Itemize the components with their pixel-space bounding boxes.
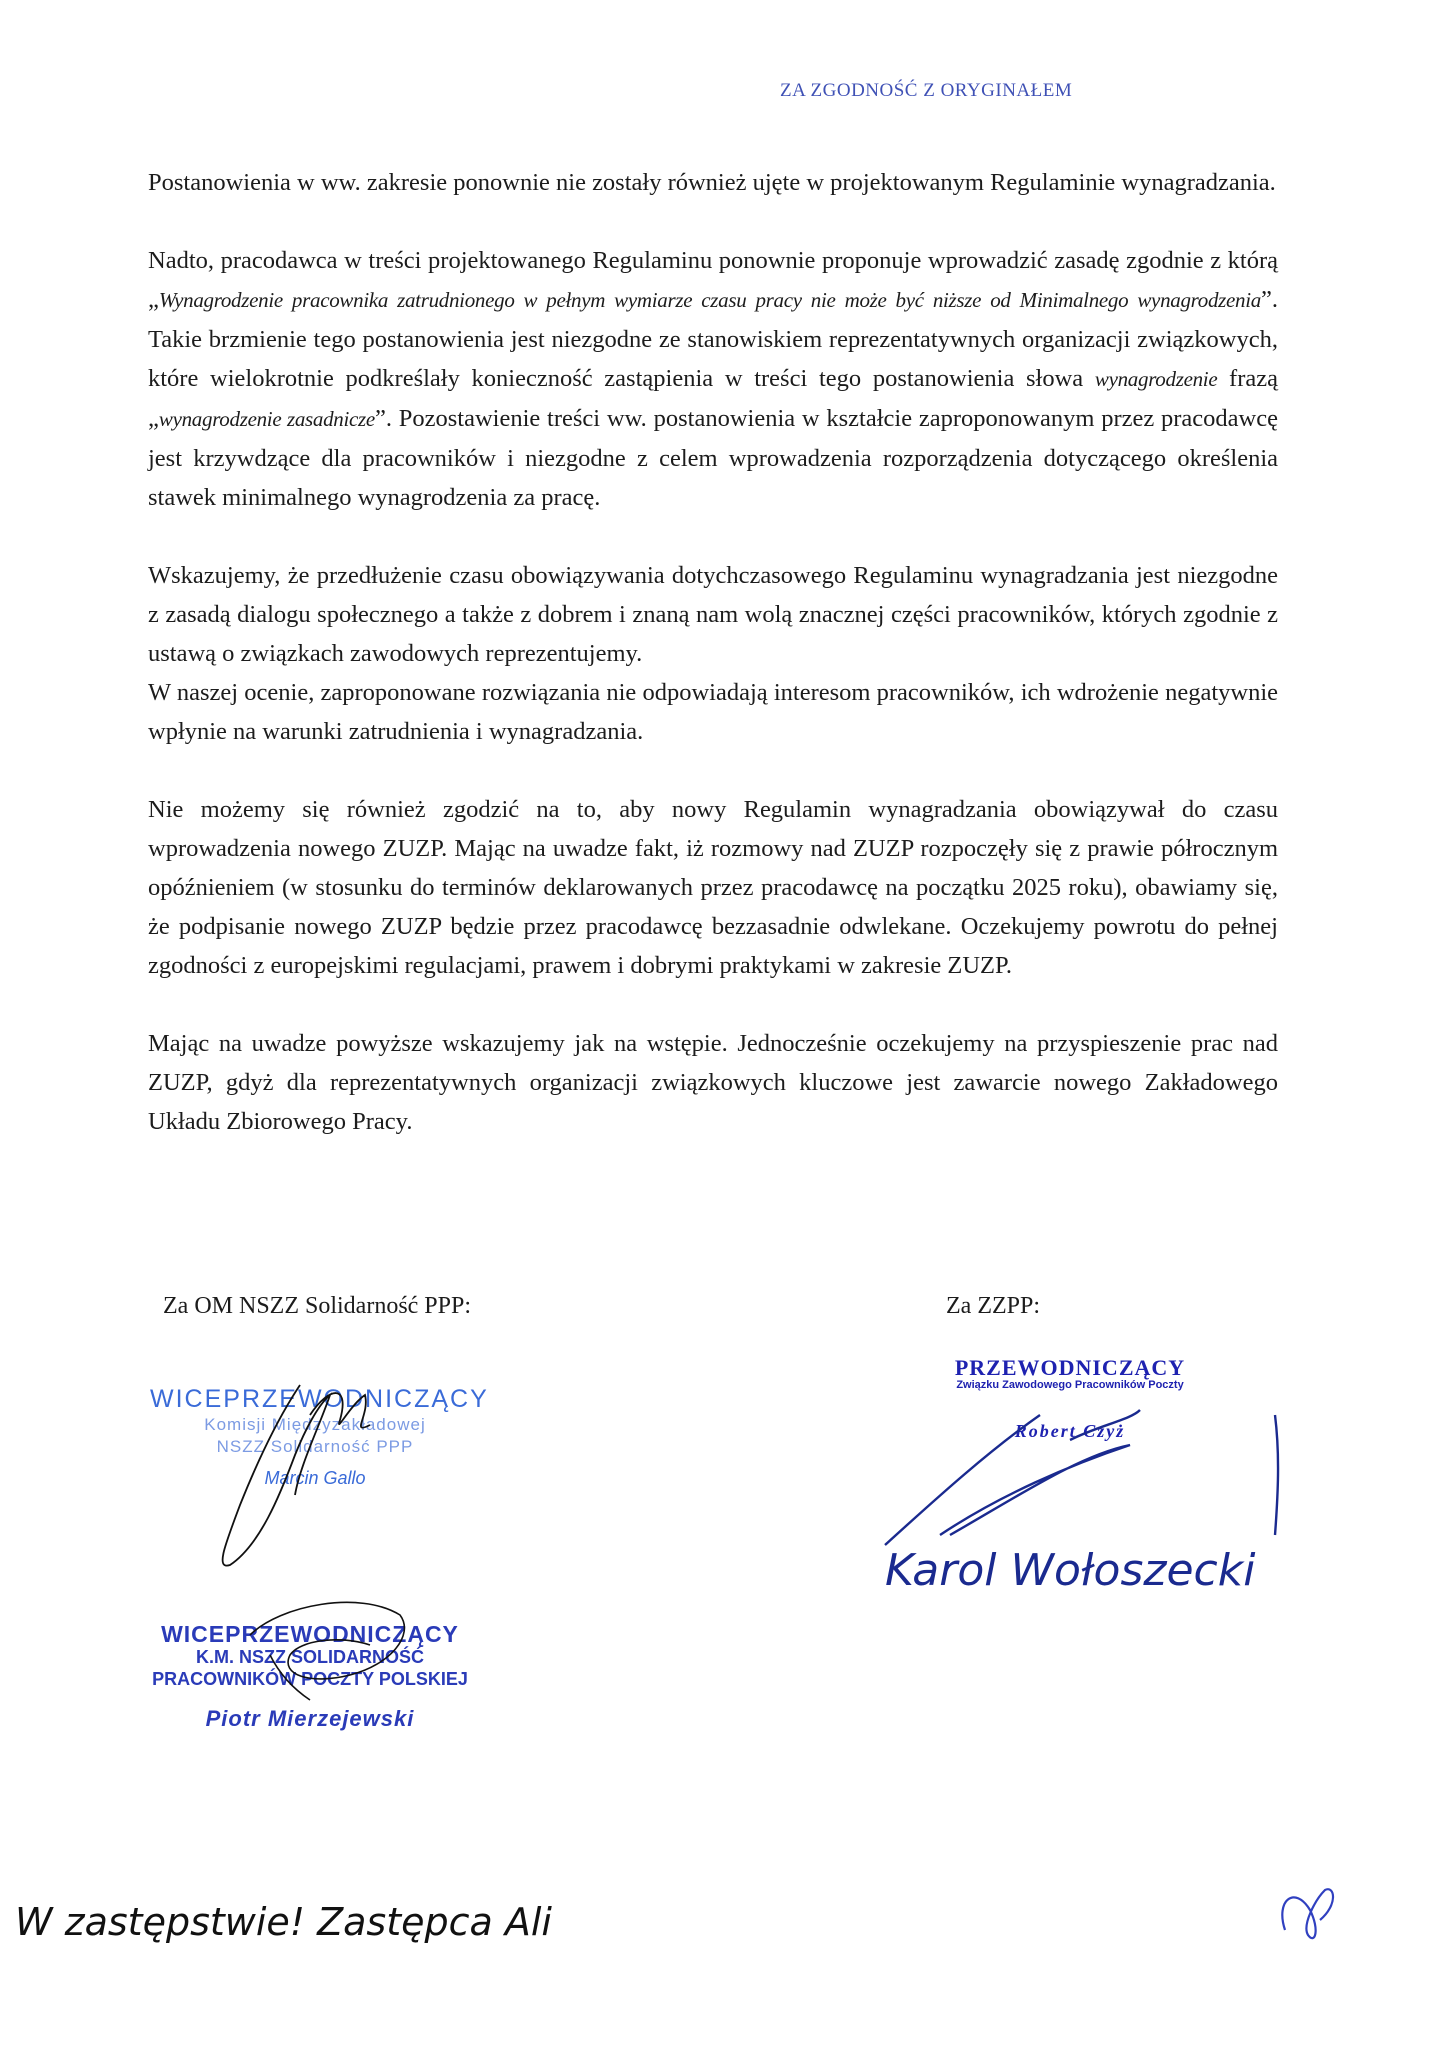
stamp-line: Komisji Międzyzakładowej [204, 1415, 426, 1434]
letter-body [148, 163, 1278, 1141]
handwritten-name-wołoszecki [885, 1530, 1325, 1610]
stamp-name: Marcin Gallo [264, 1468, 366, 1488]
letter-paragraph [148, 673, 1278, 751]
paragraph-text: ”. Takie brzmienie tego postanowienia jest niezgodne ze stanowiskiem reprezentatywnych organizacji związkowych, które wielokrotnie podkreślały konieczność zastąpienia w treści tego postanowienia słowa [148, 286, 1278, 392]
paragraph-text: Wskazujemy, że przedłużenie czasu obowiązywania dotychczasowego Regulaminu wynagradzania jest niezgodne z zasadą dialogu społecznego a także z dobrem i znaną nam wolą znacznej części pracowników, których zgodnie z ustawą o związkach zawodowych reprezentujemy. [148, 562, 1278, 667]
certification-stamp: ZA ZGODNOŚĆ Z ORYGINAŁEM [780, 80, 1073, 101]
quoted-phrase: Wynagrodzenie pracownika zatrudnionego w pełnym wymiarze czasu pracy nie może być niższe od Minimalnego wynagrodzenia [158, 288, 1261, 312]
stamp-name: Piotr Mierzejewski [205, 1706, 415, 1731]
paragraph-text: Postanowienia w ww. zakresie ponownie nie zostały również ujęte w projektowanym Regulaminie wynagradzania. [148, 169, 1276, 196]
paragraph-text: W naszej ocenie, zaproponowane rozwiązania nie odpowiadają interesom pracowników, ich wdrożenie negatywnie wpłynie na warunki zatrudnienia i wynagradzania. [148, 679, 1278, 745]
handwritten-name-text: Karol Wołoszecki [885, 1545, 1256, 1596]
stamp-line: K.M. NSZZ SOLIDARNOŚĆ [196, 1647, 424, 1667]
stamp-line: NSZZ Solidarność PPP [216, 1437, 414, 1456]
letter-paragraph [148, 556, 1278, 673]
paragraph-text: ”. Pozostawienie treści ww. postanowienia w kształcie zaproponowanym przez pracodawcę jest krzywdzące dla pracowników i niezgodne z celem wprowadzenia rozporządzenia dotyczącego określenia stawek minimalnego wynagrodzenia za pracę. [148, 405, 1278, 511]
handwritten-footer-note [15, 1885, 895, 1965]
letter-paragraph [148, 241, 1278, 517]
quoted-phrase: wynagrodzenie zasadnicze [158, 407, 375, 431]
paragraph-text: Nadto, pracodawca w treści projektowanego Regulaminu ponownie proponuje wprowadzić zasadę zgodnie z którą „ [148, 247, 1278, 313]
stamp-title: PRZEWODNICZĄCY [954, 1355, 1186, 1380]
letter-paragraph [148, 790, 1278, 985]
paragraph-text: Nie możemy się również zgodzić na to, aby nowy Regulamin wynagradzania obowiązywał do czasu wprowadzenia nowego ZUZP. Mając na uwadze fakt, iż rozmowy nad ZUZP rozpoczęły się z prawie półrocznym opóźnieniem (w stosunku do terminów deklarowanych przez pracodawcę na początku 2025 roku), obawiamy się, że podpisanie nowego ZUZP będzie przez pracodawcę bezzasadnie odwlekane. Oczekujemy powrotu do pełnej zgodności z europejskimi regulacjami, prawem i dobrymi praktykami w zakresie ZUZP. [148, 796, 1278, 979]
letter-paragraph [148, 163, 1278, 202]
stamp-name: Robert Czyż [1014, 1421, 1126, 1441]
handwritten-signature-mierzejewski [240, 1595, 420, 1705]
stamp-title: WICEPRZEWODNICZĄCY [150, 1385, 489, 1413]
stamp-line: Związku Zawodowego Pracowników Poczty [956, 1379, 1184, 1391]
quoted-phrase: wynagrodzenie [1094, 367, 1218, 391]
handwritten-signature-gallo [200, 1375, 400, 1575]
signature-label-solidarnosc: Za OM NSZZ Solidarność PPP: [163, 1293, 472, 1319]
stamp-line: PRACOWNIKÓW POCZTY POLSKIEJ [152, 1669, 468, 1689]
paragraph-text: Mając na uwadze powyższe wskazujemy jak na wstępie. Jednocześnie oczekujemy na przyspieszenie prac nad ZUZP, gdyż dla reprezentatywnych organizacji związkowych kluczowe jest zawarcie nowego Zakładowego Układu Zbiorowego Pracy. [148, 1030, 1278, 1135]
signature-label-zzpp: Za ZZPP: [946, 1293, 1040, 1319]
handwritten-footer-text: W zastępstwie! Zastępca Ali [15, 1900, 552, 1944]
initials-mark-icon [1270, 1880, 1340, 1950]
letter-paragraph [148, 1024, 1278, 1141]
stamp-title: WICEPRZEWODNICZĄCY [161, 1621, 459, 1647]
paragraph-text: frazą „ [148, 365, 1278, 432]
